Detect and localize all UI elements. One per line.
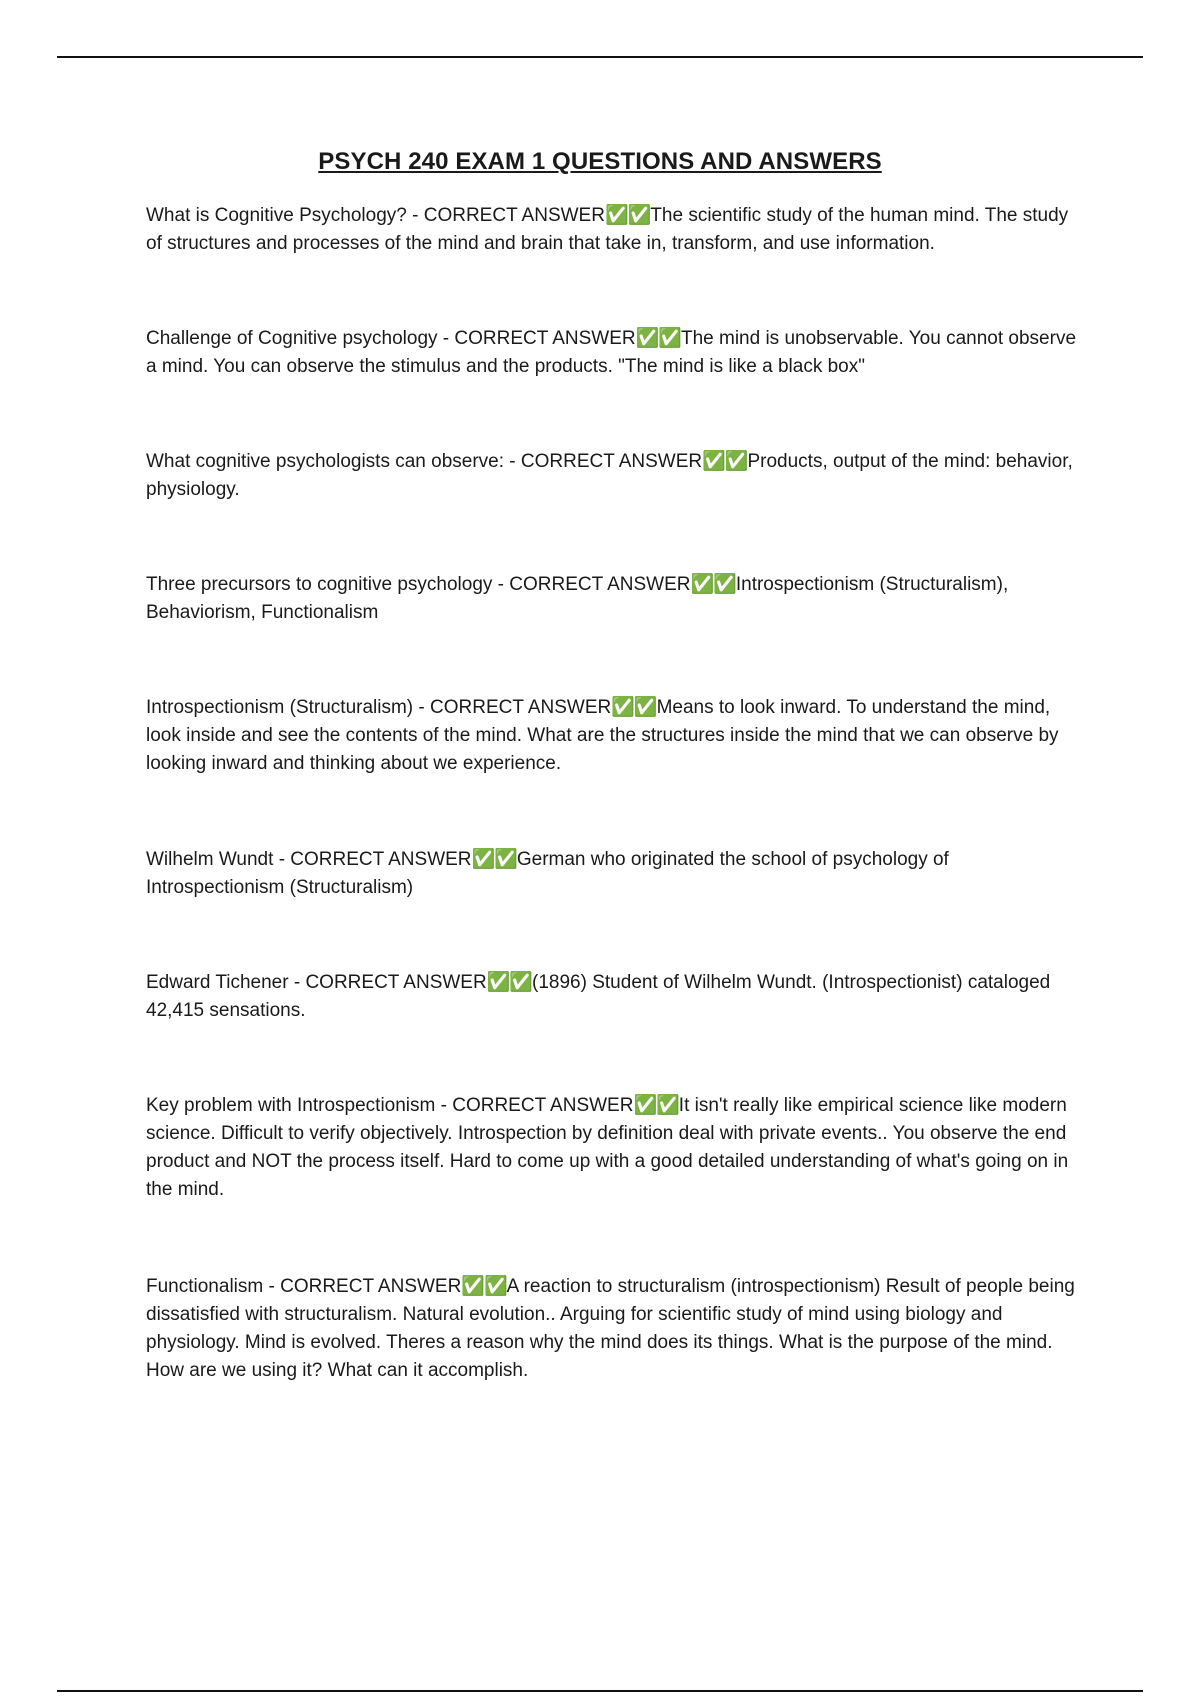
- answer-marker: - CORRECT ANSWER: [442, 328, 636, 349]
- answer-text: Introspectionism (Structuralism), Behaviorism, Functionalism: [146, 574, 1009, 623]
- question-text: Challenge of Cognitive psychology: [146, 328, 438, 349]
- answer-text: German who originated the school of psychology of Introspectionism (Structuralism): [146, 849, 949, 898]
- answer-marker: - CORRECT ANSWER: [440, 1095, 634, 1116]
- page-title: PSYCH 240 EXAM 1 QUESTIONS AND ANSWERS: [318, 148, 882, 175]
- question-text: Wilhelm Wundt: [146, 849, 274, 870]
- qa-item: [146, 448, 1086, 504]
- qa-item: [146, 1273, 1086, 1385]
- bottom-rule: [57, 1690, 1143, 1692]
- answer-text: A reaction to structuralism (introspectionism) Result of people being dissatisfied with structuralism. Natural evolution.. Arguing for scientific study of mind using biology and physiology. Mind is evolved. Theres a reason why the mind does its things. What is the purpose of the mind. How are we using it? What can it accomplish.: [146, 1276, 1075, 1381]
- check-marks-icon: ✅✅: [471, 849, 517, 870]
- check-marks-icon: ✅✅: [635, 328, 681, 349]
- question-text: Introspectionism (Structuralism): [146, 697, 414, 718]
- answer-text: Means to look inward. To understand the mind, look inside and see the contents of the mind. What are the structures inside the mind that we can observe by looking inward and thinking about we experience.: [146, 697, 1059, 774]
- check-marks-icon: ✅✅: [486, 972, 533, 993]
- top-rule: [57, 56, 1143, 58]
- answer-marker: - CORRECT ANSWER: [268, 1276, 462, 1297]
- qa-item: [146, 571, 1086, 627]
- answer-text: Products, output of the mind: behavior, physiology.: [146, 451, 1073, 500]
- qa-item: [146, 969, 1086, 1025]
- check-marks-icon: ✅✅: [461, 1276, 507, 1297]
- qa-item: [146, 202, 1086, 258]
- check-marks-icon: ✅✅: [690, 574, 736, 595]
- question-text: Edward Tichener: [146, 972, 289, 993]
- answer-marker: - CORRECT ANSWER: [509, 451, 703, 472]
- answer-marker: - CORRECT ANSWER: [293, 972, 487, 993]
- check-marks-icon: ✅✅: [633, 1095, 679, 1116]
- qa-item: [146, 694, 1086, 778]
- answer-marker: - CORRECT ANSWER: [278, 849, 472, 870]
- question-text: Key problem with Introspectionism: [146, 1095, 436, 1116]
- question-text: Three precursors to cognitive psychology: [146, 574, 493, 595]
- answer-text: The mind is unobservable. You cannot observe a mind. You can observe the stimulus and the products. "The mind is like a black box": [146, 328, 1077, 377]
- check-marks-icon: ✅✅: [702, 451, 748, 472]
- qa-item: [146, 1092, 1086, 1204]
- question-text: What is Cognitive Psychology?: [146, 205, 407, 226]
- answer-text: The scientific study of the human mind. The study of structures and processes of the mind and brain that take in, transform, and use information.: [146, 205, 1069, 254]
- answer-text: It isn't really like empirical science like modern science. Difficult to verify objectively. Introspection by definition deal with private events.. You observe the end product and NOT the process itself. Hard to come up with a good detailed understanding of what's going on in the mind.: [146, 1095, 1069, 1200]
- qa-item: [146, 846, 1086, 902]
- check-marks-icon: ✅✅: [604, 205, 651, 226]
- qa-item: [146, 325, 1086, 381]
- question-text: What cognitive psychologists can observe:: [146, 451, 505, 472]
- question-text: Functionalism: [146, 1276, 264, 1297]
- answer-marker: - CORRECT ANSWER: [418, 697, 612, 718]
- answer-marker: - CORRECT ANSWER: [497, 574, 691, 595]
- check-marks-icon: ✅✅: [611, 697, 657, 718]
- answer-text: (1896) Student of Wilhelm Wundt. (Introspectionist) cataloged 42,415 sensations.: [146, 972, 1051, 1021]
- answer-marker: - CORRECT ANSWER: [412, 205, 605, 226]
